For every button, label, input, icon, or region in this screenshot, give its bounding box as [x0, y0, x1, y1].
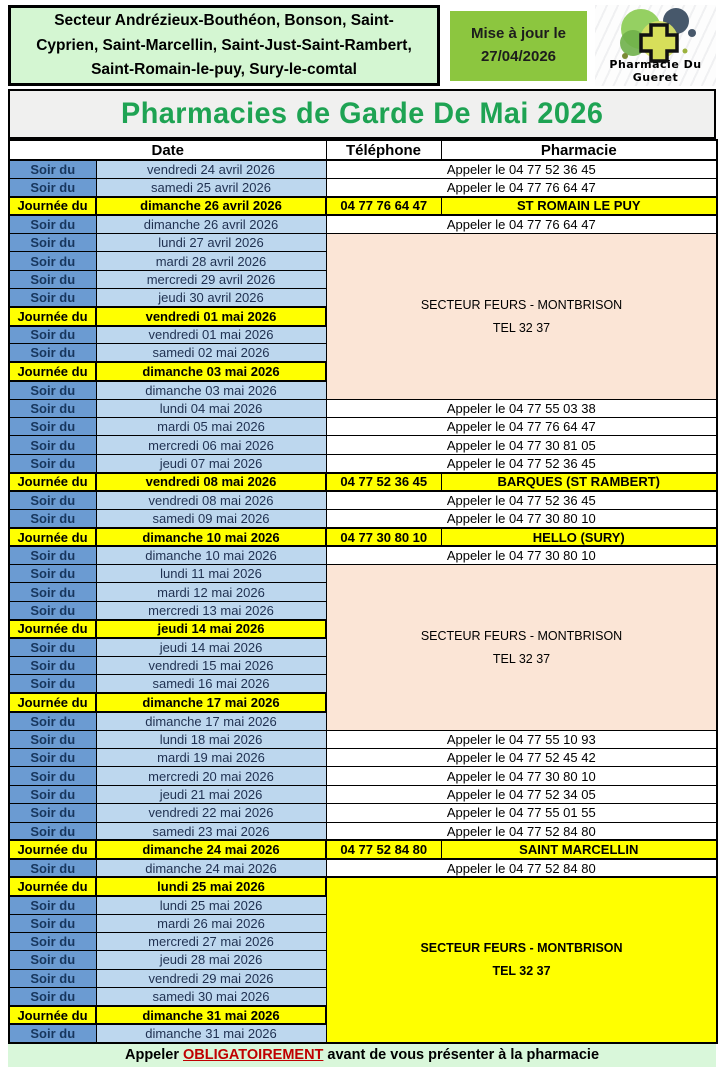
pharmacy-cell: BARQUES (ST RAMBERT) [441, 473, 717, 491]
date-cell: mercredi 06 mai 2026 [96, 436, 326, 454]
date-cell: jeudi 14 mai 2026 [96, 638, 326, 656]
call-info-cell: Appeler le 04 77 55 03 38 [326, 399, 717, 417]
period-cell: Soir du [9, 252, 96, 270]
table-row [9, 767, 717, 785]
period-cell: Soir du [9, 932, 96, 950]
period-cell: Soir du [9, 749, 96, 767]
sector-line2: TEL 32 37 [492, 320, 551, 335]
table-row [9, 785, 717, 803]
table-row [9, 565, 717, 583]
schedule-body [9, 160, 717, 1043]
period-cell: Soir du [9, 785, 96, 803]
date-cell: dimanche 17 mai 2026 [96, 712, 326, 730]
date-cell: dimanche 24 mai 2026 [96, 840, 326, 858]
pharmacy-logo [595, 5, 716, 86]
sector-line1: SECTEUR FEURS - MONTBRISON [420, 628, 623, 643]
date-cell: mardi 26 mai 2026 [96, 914, 326, 932]
date-cell: vendredi 08 mai 2026 [96, 473, 326, 491]
date-cell: samedi 30 mai 2026 [96, 988, 326, 1006]
period-cell: Journée du [9, 362, 96, 380]
period-cell: Soir du [9, 326, 96, 344]
table-row [9, 546, 717, 564]
sector-line2: TEL 32 37 [492, 651, 551, 666]
date-cell: samedi 16 mai 2026 [96, 675, 326, 693]
call-info-cell: Appeler le 04 77 30 80 10 [326, 509, 717, 527]
date-cell: vendredi 08 mai 2026 [96, 491, 326, 509]
period-cell: Soir du [9, 675, 96, 693]
sector-line2: TEL 32 37 [492, 964, 551, 979]
date-cell: samedi 02 mai 2026 [96, 344, 326, 362]
table-row [9, 454, 717, 472]
phone-cell: 04 77 30 80 10 [326, 528, 441, 546]
call-info-cell: Appeler le 04 77 52 34 05 [326, 785, 717, 803]
date-cell: jeudi 28 mai 2026 [96, 951, 326, 969]
period-cell: Soir du [9, 767, 96, 785]
period-cell: Soir du [9, 859, 96, 877]
date-cell: vendredi 29 mai 2026 [96, 969, 326, 987]
update-label: Mise à jour le [470, 25, 567, 42]
date-cell: jeudi 21 mai 2026 [96, 785, 326, 803]
date-cell: vendredi 15 mai 2026 [96, 657, 326, 675]
period-cell: Soir du [9, 657, 96, 675]
period-cell: Soir du [9, 509, 96, 527]
table-row [9, 417, 717, 435]
document-page [8, 5, 716, 1067]
date-cell: lundi 25 mai 2026 [96, 896, 326, 914]
date-cell: lundi 27 avril 2026 [96, 234, 326, 252]
period-cell: Soir du [9, 234, 96, 252]
period-cell: Soir du [9, 988, 96, 1006]
period-cell: Journée du [9, 197, 96, 215]
call-info-cell: Appeler le 04 77 30 80 10 [326, 546, 717, 564]
call-info-cell: Appeler le 04 77 76 64 47 [326, 215, 717, 233]
table-row [9, 730, 717, 748]
phone-cell: 04 77 52 36 45 [326, 473, 441, 491]
period-cell: Journée du [9, 528, 96, 546]
period-cell: Journée du [9, 1006, 96, 1024]
period-cell: Soir du [9, 381, 96, 399]
period-cell: Soir du [9, 601, 96, 619]
table-row [9, 840, 717, 858]
date-cell: vendredi 01 mai 2026 [96, 326, 326, 344]
date-cell: mercredi 13 mai 2026 [96, 601, 326, 619]
date-cell: samedi 25 avril 2026 [96, 178, 326, 196]
date-cell: mercredi 20 mai 2026 [96, 767, 326, 785]
period-cell: Soir du [9, 914, 96, 932]
date-cell: mercredi 29 avril 2026 [96, 270, 326, 288]
period-cell: Soir du [9, 712, 96, 730]
sector-title-box [8, 5, 440, 86]
period-cell: Soir du [9, 951, 96, 969]
pharmacy-logo-caption: Pharmacie Du Gueret [609, 58, 702, 84]
date-cell: jeudi 14 mai 2026 [96, 620, 326, 638]
date-cell: vendredi 22 mai 2026 [96, 804, 326, 822]
period-cell: Soir du [9, 730, 96, 748]
call-info-cell: Appeler le 04 77 52 36 45 [326, 491, 717, 509]
sector-merged-cell [326, 234, 717, 400]
period-cell: Soir du [9, 454, 96, 472]
date-cell: mercredi 27 mai 2026 [96, 932, 326, 950]
table-row [9, 197, 717, 215]
call-info-cell: Appeler le 04 77 55 10 93 [326, 730, 717, 748]
date-cell: mardi 19 mai 2026 [96, 749, 326, 767]
date-cell: jeudi 07 mai 2026 [96, 454, 326, 472]
period-cell: Soir du [9, 417, 96, 435]
table-row [9, 160, 717, 178]
period-cell: Soir du [9, 822, 96, 840]
pharmacy-cell: HELLO (SURY) [441, 528, 717, 546]
document-header [8, 5, 716, 86]
table-row [9, 178, 717, 196]
call-info-cell: Appeler le 04 77 52 36 45 [326, 160, 717, 178]
date-cell: jeudi 30 avril 2026 [96, 289, 326, 307]
date-cell: dimanche 03 mai 2026 [96, 362, 326, 380]
date-cell: dimanche 26 avril 2026 [96, 215, 326, 233]
sector-merged-cell [326, 877, 717, 1043]
table-row [9, 215, 717, 233]
table-row [9, 822, 717, 840]
date-cell: mardi 12 mai 2026 [96, 583, 326, 601]
period-cell: Soir du [9, 896, 96, 914]
period-cell: Soir du [9, 399, 96, 417]
sector-title-text: Secteur Andrézieux-Bouthéon, Bonson, Saint-Cyprien, Saint-Marcellin, Saint-Just-Saint-Rambert, Saint-Romain-le-puy, Sury-le-comtal [36, 12, 412, 78]
sector-line1: SECTEUR FEURS - MONTBRISON [420, 941, 623, 956]
date-cell: lundi 11 mai 2026 [96, 565, 326, 583]
date-cell: mardi 28 avril 2026 [96, 252, 326, 270]
call-info-cell: Appeler le 04 77 30 81 05 [326, 436, 717, 454]
table-row [9, 436, 717, 454]
table-row [9, 749, 717, 767]
table-row [9, 491, 717, 509]
date-cell: lundi 25 mai 2026 [96, 877, 326, 895]
column-header-pharmacie: Pharmacie [441, 140, 717, 160]
pharmacy-cell: SAINT MARCELLIN [441, 840, 717, 858]
date-cell: dimanche 24 mai 2026 [96, 859, 326, 877]
call-info-cell: Appeler le 04 77 52 84 80 [326, 822, 717, 840]
date-cell: mardi 05 mai 2026 [96, 417, 326, 435]
column-header-telephone: Téléphone [326, 140, 441, 160]
date-cell: vendredi 24 avril 2026 [96, 160, 326, 178]
period-cell: Soir du [9, 436, 96, 454]
table-row [9, 473, 717, 491]
period-cell: Soir du [9, 289, 96, 307]
date-cell: dimanche 10 mai 2026 [96, 528, 326, 546]
footer-warning-part3: avant de vous présenter à la pharmacie [327, 1047, 600, 1064]
phone-cell: 04 77 76 64 47 [326, 197, 441, 215]
page-title-bar [8, 89, 716, 139]
call-info-cell: Appeler le 04 77 52 36 45 [326, 454, 717, 472]
period-cell: Soir du [9, 1024, 96, 1042]
period-cell: Soir du [9, 215, 96, 233]
period-cell: Soir du [9, 638, 96, 656]
phone-cell: 04 77 52 84 80 [326, 840, 441, 858]
call-info-cell: Appeler le 04 77 76 64 47 [326, 417, 717, 435]
date-cell: dimanche 26 avril 2026 [96, 197, 326, 215]
period-cell: Soir du [9, 160, 96, 178]
footer-warning-part1: Appeler [124, 1047, 179, 1064]
period-cell: Soir du [9, 804, 96, 822]
period-cell: Soir du [9, 546, 96, 564]
period-cell: Soir du [9, 565, 96, 583]
call-info-cell: Appeler le 04 77 76 64 47 [326, 178, 717, 196]
period-cell: Soir du [9, 178, 96, 196]
footer-warning-obligatoirement: OBLIGATOIREMENT [182, 1047, 324, 1064]
period-cell: Journée du [9, 693, 96, 711]
table-row [9, 877, 717, 895]
period-cell: Journée du [9, 877, 96, 895]
date-cell: dimanche 31 mai 2026 [96, 1006, 326, 1024]
page-title: Pharmacies de Garde De Mai 2026 [120, 97, 604, 130]
date-cell: dimanche 03 mai 2026 [96, 381, 326, 399]
period-cell: Journée du [9, 840, 96, 858]
column-header-date: Date [9, 140, 326, 160]
table-row [9, 859, 717, 877]
table-header-row [9, 140, 717, 160]
date-cell: lundi 04 mai 2026 [96, 399, 326, 417]
table-row [9, 509, 717, 527]
table-row [9, 399, 717, 417]
period-cell: Soir du [9, 969, 96, 987]
sector-line1: SECTEUR FEURS - MONTBRISON [420, 297, 623, 312]
pharmacy-cell: ST ROMAIN LE PUY [441, 197, 717, 215]
date-cell: vendredi 01 mai 2026 [96, 307, 326, 325]
period-cell: Journée du [9, 473, 96, 491]
footer-warning [8, 1044, 716, 1067]
table-row [9, 804, 717, 822]
date-cell: dimanche 31 mai 2026 [96, 1024, 326, 1042]
date-cell: dimanche 17 mai 2026 [96, 693, 326, 711]
table-row [9, 234, 717, 252]
update-box [450, 11, 587, 81]
date-cell: samedi 23 mai 2026 [96, 822, 326, 840]
call-info-cell: Appeler le 04 77 52 45 42 [326, 749, 717, 767]
date-cell: dimanche 10 mai 2026 [96, 546, 326, 564]
date-cell: lundi 18 mai 2026 [96, 730, 326, 748]
period-cell: Soir du [9, 491, 96, 509]
period-cell: Soir du [9, 270, 96, 288]
call-info-cell: Appeler le 04 77 52 84 80 [326, 859, 717, 877]
period-cell: Soir du [9, 344, 96, 362]
call-info-cell: Appeler le 04 77 55 01 55 [326, 804, 717, 822]
period-cell: Journée du [9, 307, 96, 325]
period-cell: Soir du [9, 583, 96, 601]
table-row [9, 528, 717, 546]
date-cell: samedi 09 mai 2026 [96, 509, 326, 527]
period-cell: Journée du [9, 620, 96, 638]
update-date: 27/04/2026 [480, 47, 557, 65]
call-info-cell: Appeler le 04 77 30 80 10 [326, 767, 717, 785]
sector-merged-cell [326, 565, 717, 731]
schedule-table [8, 139, 718, 1044]
